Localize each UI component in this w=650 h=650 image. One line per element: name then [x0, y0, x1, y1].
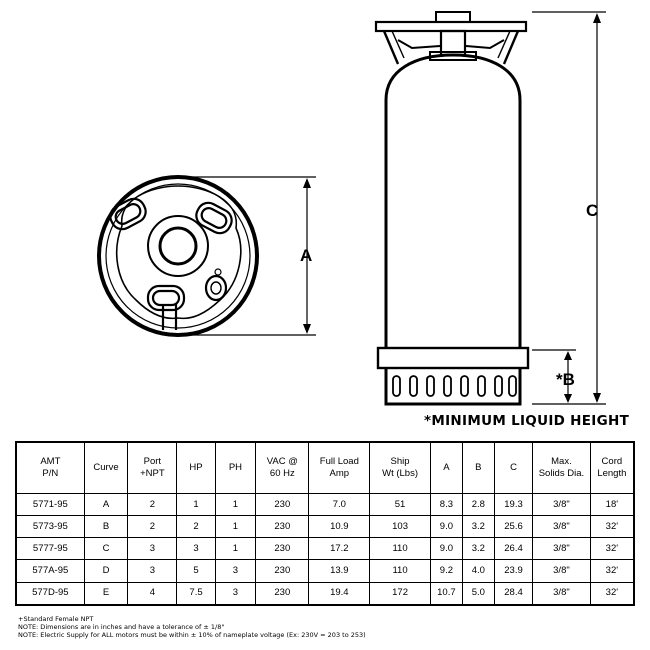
cell-ph: 1 [215, 538, 255, 560]
cell-cord: 32' [590, 516, 634, 538]
cell-ship-wt: 172 [370, 582, 431, 605]
cell-port: 3 [128, 538, 177, 560]
cell-pn: 5777-95 [16, 538, 84, 560]
dimension-a [180, 177, 316, 335]
header-vac: VAC @ 60 Hz [256, 442, 309, 494]
header-hp: HP [177, 442, 215, 494]
dimension-c-label: C [586, 201, 599, 220]
cell-hp: 2 [177, 516, 215, 538]
cell-b: 5.0 [462, 582, 494, 605]
header-amt-pn: AMT P/N [16, 442, 84, 494]
pump-side-view [376, 12, 528, 404]
header-ship-wt: Ship Wt (Lbs) [370, 442, 431, 494]
cell-amp: 13.9 [309, 560, 370, 582]
cell-ph: 1 [215, 494, 255, 516]
cell-pn: 5771-95 [16, 494, 84, 516]
minimum-liquid-height-note: *MINIMUM LIQUID HEIGHT [424, 413, 630, 429]
specifications-table [15, 441, 635, 606]
cell-hp: 1 [177, 494, 215, 516]
cell-curve: C [84, 538, 128, 560]
note-dimensions: NOTE: Dimensions are in inches and have a tolerance of ± 1/8" [18, 623, 225, 632]
header-full-load-amp: Full Load Amp [309, 442, 370, 494]
table-row [16, 582, 634, 605]
note-electric-supply: NOTE: Electric Supply for ALL motors must be within ± 10% of nameplate voltage (Ex: 230V = 203 to 253) [18, 631, 366, 640]
cell-pn: 577D-95 [16, 582, 84, 605]
header-c: C [494, 442, 532, 494]
cell-curve: D [84, 560, 128, 582]
cell-vac: 230 [256, 494, 309, 516]
cell-solids: 3/8" [533, 494, 591, 516]
cell-solids: 3/8" [533, 560, 591, 582]
cell-c: 25.6 [494, 516, 532, 538]
header-curve: Curve [84, 442, 128, 494]
cell-ship-wt: 51 [370, 494, 431, 516]
cell-ph: 3 [215, 582, 255, 605]
table-row [16, 560, 634, 582]
cell-amp: 17.2 [309, 538, 370, 560]
header-max-solids: Max. Solids Dia. [533, 442, 591, 494]
header-ph: PH [215, 442, 255, 494]
table-header [16, 442, 634, 494]
cell-ship-wt: 110 [370, 560, 431, 582]
cell-ship-wt: 103 [370, 516, 431, 538]
cell-pn: 5773-95 [16, 516, 84, 538]
cell-curve: B [84, 516, 128, 538]
header-row [16, 442, 634, 494]
cell-port: 3 [128, 560, 177, 582]
cell-ship-wt: 110 [370, 538, 431, 560]
cell-cord: 32' [590, 582, 634, 605]
cell-solids: 3/8" [533, 538, 591, 560]
cell-curve: E [84, 582, 128, 605]
header-port: Port +NPT [128, 442, 177, 494]
cell-b: 3.2 [462, 516, 494, 538]
cell-ph: 1 [215, 516, 255, 538]
dimension-a-label: A [300, 246, 313, 265]
cell-amp: 19.4 [309, 582, 370, 605]
cell-vac: 230 [256, 582, 309, 605]
cell-cord: 18' [590, 494, 634, 516]
table-row [16, 494, 634, 516]
cell-pn: 577A-95 [16, 560, 84, 582]
cell-a: 8.3 [430, 494, 462, 516]
cell-port: 2 [128, 494, 177, 516]
footnotes [18, 615, 366, 640]
cell-c: 28.4 [494, 582, 532, 605]
cell-b: 2.8 [462, 494, 494, 516]
cell-hp: 5 [177, 560, 215, 582]
cell-b: 4.0 [462, 560, 494, 582]
cell-solids: 3/8" [533, 516, 591, 538]
cell-a: 9.2 [430, 560, 462, 582]
table-row [16, 538, 634, 560]
cell-c: 23.9 [494, 560, 532, 582]
note-npt: +Standard Female NPT [18, 615, 94, 623]
cell-c: 19.3 [494, 494, 532, 516]
cell-ph: 3 [215, 560, 255, 582]
cell-vac: 230 [256, 516, 309, 538]
cell-vac: 230 [256, 538, 309, 560]
cell-amp: 7.0 [309, 494, 370, 516]
cell-curve: A [84, 494, 128, 516]
dimension-b-label: *B [556, 370, 575, 389]
cell-hp: 3 [177, 538, 215, 560]
cell-a: 9.0 [430, 538, 462, 560]
header-cord-length: Cord Length [590, 442, 634, 494]
cell-port: 4 [128, 582, 177, 605]
pump-top-view [99, 177, 257, 335]
header-b: B [462, 442, 494, 494]
cell-hp: 7.5 [177, 582, 215, 605]
header-a: A [430, 442, 462, 494]
table-row [16, 516, 634, 538]
cell-vac: 230 [256, 560, 309, 582]
cell-b: 3.2 [462, 538, 494, 560]
cell-cord: 32' [590, 560, 634, 582]
cell-c: 26.4 [494, 538, 532, 560]
cell-a: 9.0 [430, 516, 462, 538]
cell-a: 10.7 [430, 582, 462, 605]
cell-port: 2 [128, 516, 177, 538]
cell-solids: 3/8" [533, 582, 591, 605]
cell-amp: 10.9 [309, 516, 370, 538]
cell-cord: 32' [590, 538, 634, 560]
